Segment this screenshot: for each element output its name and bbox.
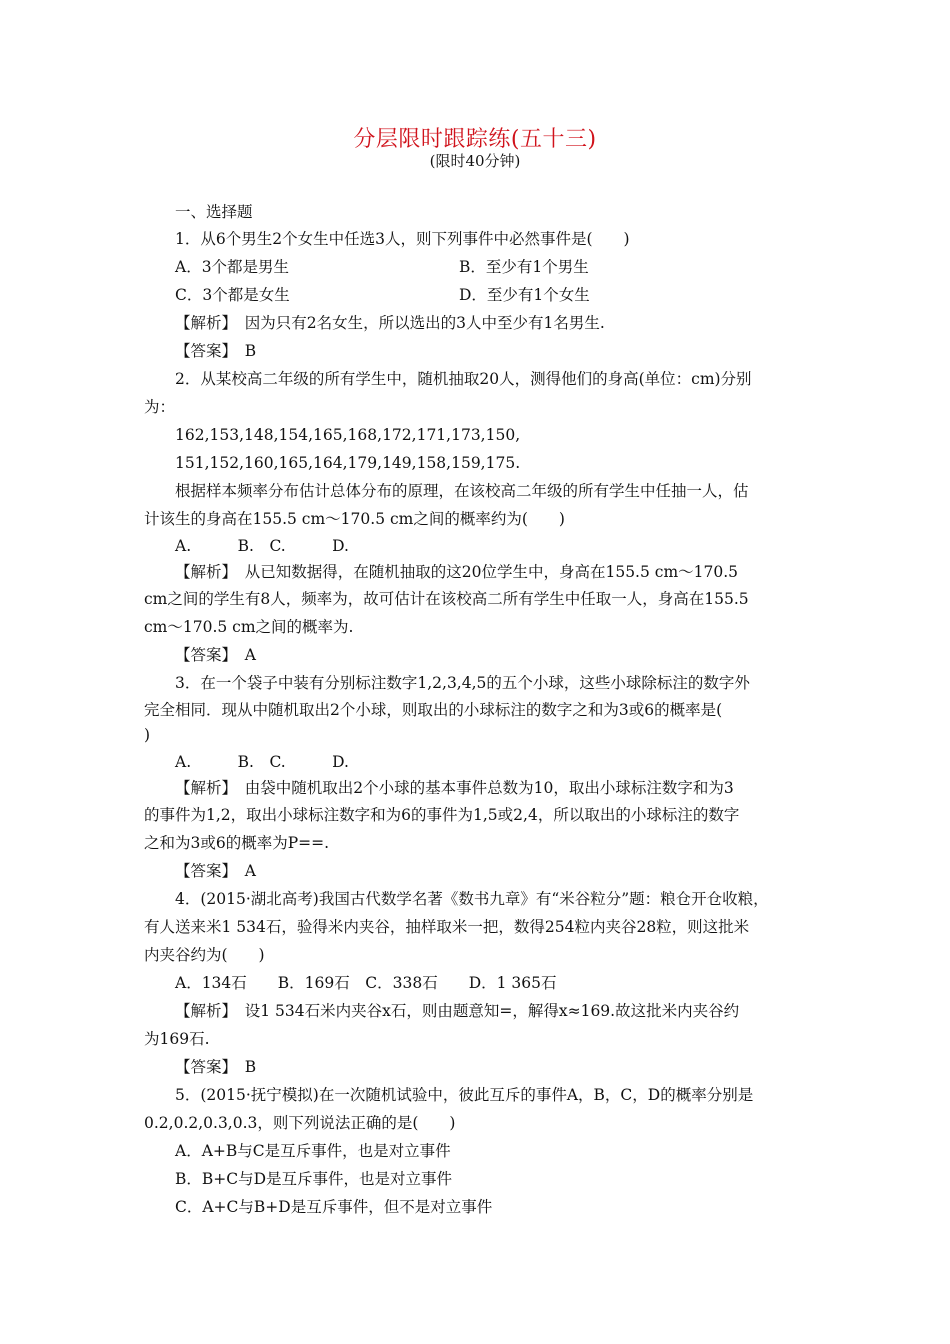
q4-answer: 【答案】 B (175, 1058, 257, 1076)
question-2-text: 根据样本频率分布估计总体分布的原理，在该校高二年级的所有学生中任抽一人，估 (175, 482, 749, 500)
q2-analysis-cont-2: cm～170.5 cm之间的概率为. (144, 618, 354, 636)
q3-analysis-cont-1: 的事件为1,2，取出小球标注数字和为6的事件为1,5或2,4，所以取出的小球标注的数字 (144, 806, 740, 824)
q5-option-a: A．A+B与C是互斥事件，也是对立事件 (175, 1142, 451, 1160)
q2-data-row-2: 151,152,160,165,164,179,149,158,159,175. (175, 454, 521, 472)
q5-option-b: B．B+C与D是互斥事件，也是对立事件 (175, 1170, 453, 1188)
q3-analysis: 【解析】 由袋中随机取出2个小球的基本事件总数为10，取出小球标注数字和为3 (175, 779, 734, 797)
question-4-cont-1: 有人送来米1 534石，验得米内夹谷，抽样取米一把，数得254粒内夹谷28粒，则这批米 (144, 918, 750, 936)
question-3-cont-2: ) (144, 726, 151, 744)
q1-answer: 【答案】 B (175, 342, 257, 360)
q3-options: A. B. C. D. (175, 753, 349, 771)
question-3: 3．在一个袋子中装有分别标注数字1,2,3,4,5的五个小球，这些小球除标注的数字外 (175, 674, 750, 692)
question-2-text-cont: 计该生的身高在155.5 cm～170.5 cm之间的概率约为( ) (144, 510, 565, 528)
page-title: 分层限时跟踪练(五十三) (353, 127, 597, 152)
section-heading: 一、选择题 (175, 203, 253, 221)
question-3-cont: 完全相同．现从中随机取出2个小球，则取出的小球标注的数字之和为3或6的概率是( (144, 701, 723, 719)
question-5: 5．(2015·抚宁模拟)在一次随机试验中，彼此互斥的事件A，B，C，D的概率分别是 (175, 1086, 754, 1104)
question-5-cont: 0.2,0.2,0.3,0.3，则下列说法正确的是( ) (144, 1114, 456, 1132)
q3-analysis-cont-2: 之和为3或6的概率为P==. (144, 834, 330, 852)
q4-analysis-cont: 为169石. (144, 1030, 210, 1048)
q2-analysis-cont-1: cm之间的学生有8人，频率为，故可估计在该校高二所有学生中任取一人，身高在155.5 (144, 590, 749, 608)
q2-options: A. B. C. D. (175, 537, 349, 555)
page-subtitle: (限时40分钟) (429, 152, 521, 170)
question-4-cont-2: 内夹谷约为( ) (144, 946, 265, 964)
question-2: 2．从某校高二年级的所有学生中，随机抽取20人，测得他们的身高(单位：cm)分别 (175, 370, 752, 388)
q5-option-c: C．A+C与B+D是互斥事件，但不是对立事件 (175, 1198, 493, 1216)
q1-option-c: C．3个都是女生 (175, 286, 290, 304)
q1-option-b: B．至少有1个男生 (459, 258, 589, 276)
q3-answer: 【答案】 A (175, 862, 256, 880)
q2-data-row-1: 162,153,148,154,165,168,172,171,173,150, (175, 426, 521, 444)
question-4: 4．(2015·湖北高考)我国古代数学名著《数书九章》有“米谷粒分”题：粮仓开仓收粮， (175, 890, 769, 908)
q4-analysis: 【解析】 设1 534石米内夹谷x石，则由题意知=，解得x≈169.故这批米内夹谷约 (175, 1002, 740, 1020)
q4-options: A．134石 B．169石 C．338石 D．1 365石 (175, 974, 557, 992)
question-2-cont: 为： (144, 398, 176, 416)
q1-analysis: 【解析】 因为只有2名女生，所以选出的3人中至少有1名男生. (175, 314, 605, 332)
q2-answer: 【答案】 A (175, 646, 256, 664)
q1-option-a: A．3个都是男生 (175, 258, 290, 276)
q1-option-d: D．至少有1个女生 (459, 286, 590, 304)
question-1: 1．从6个男生2个女生中任选3人，则下列事件中必然事件是( ) (175, 230, 630, 248)
q2-analysis: 【解析】 从已知数据得，在随机抽取的这20位学生中，身高在155.5 cm～170.5 (175, 563, 739, 581)
